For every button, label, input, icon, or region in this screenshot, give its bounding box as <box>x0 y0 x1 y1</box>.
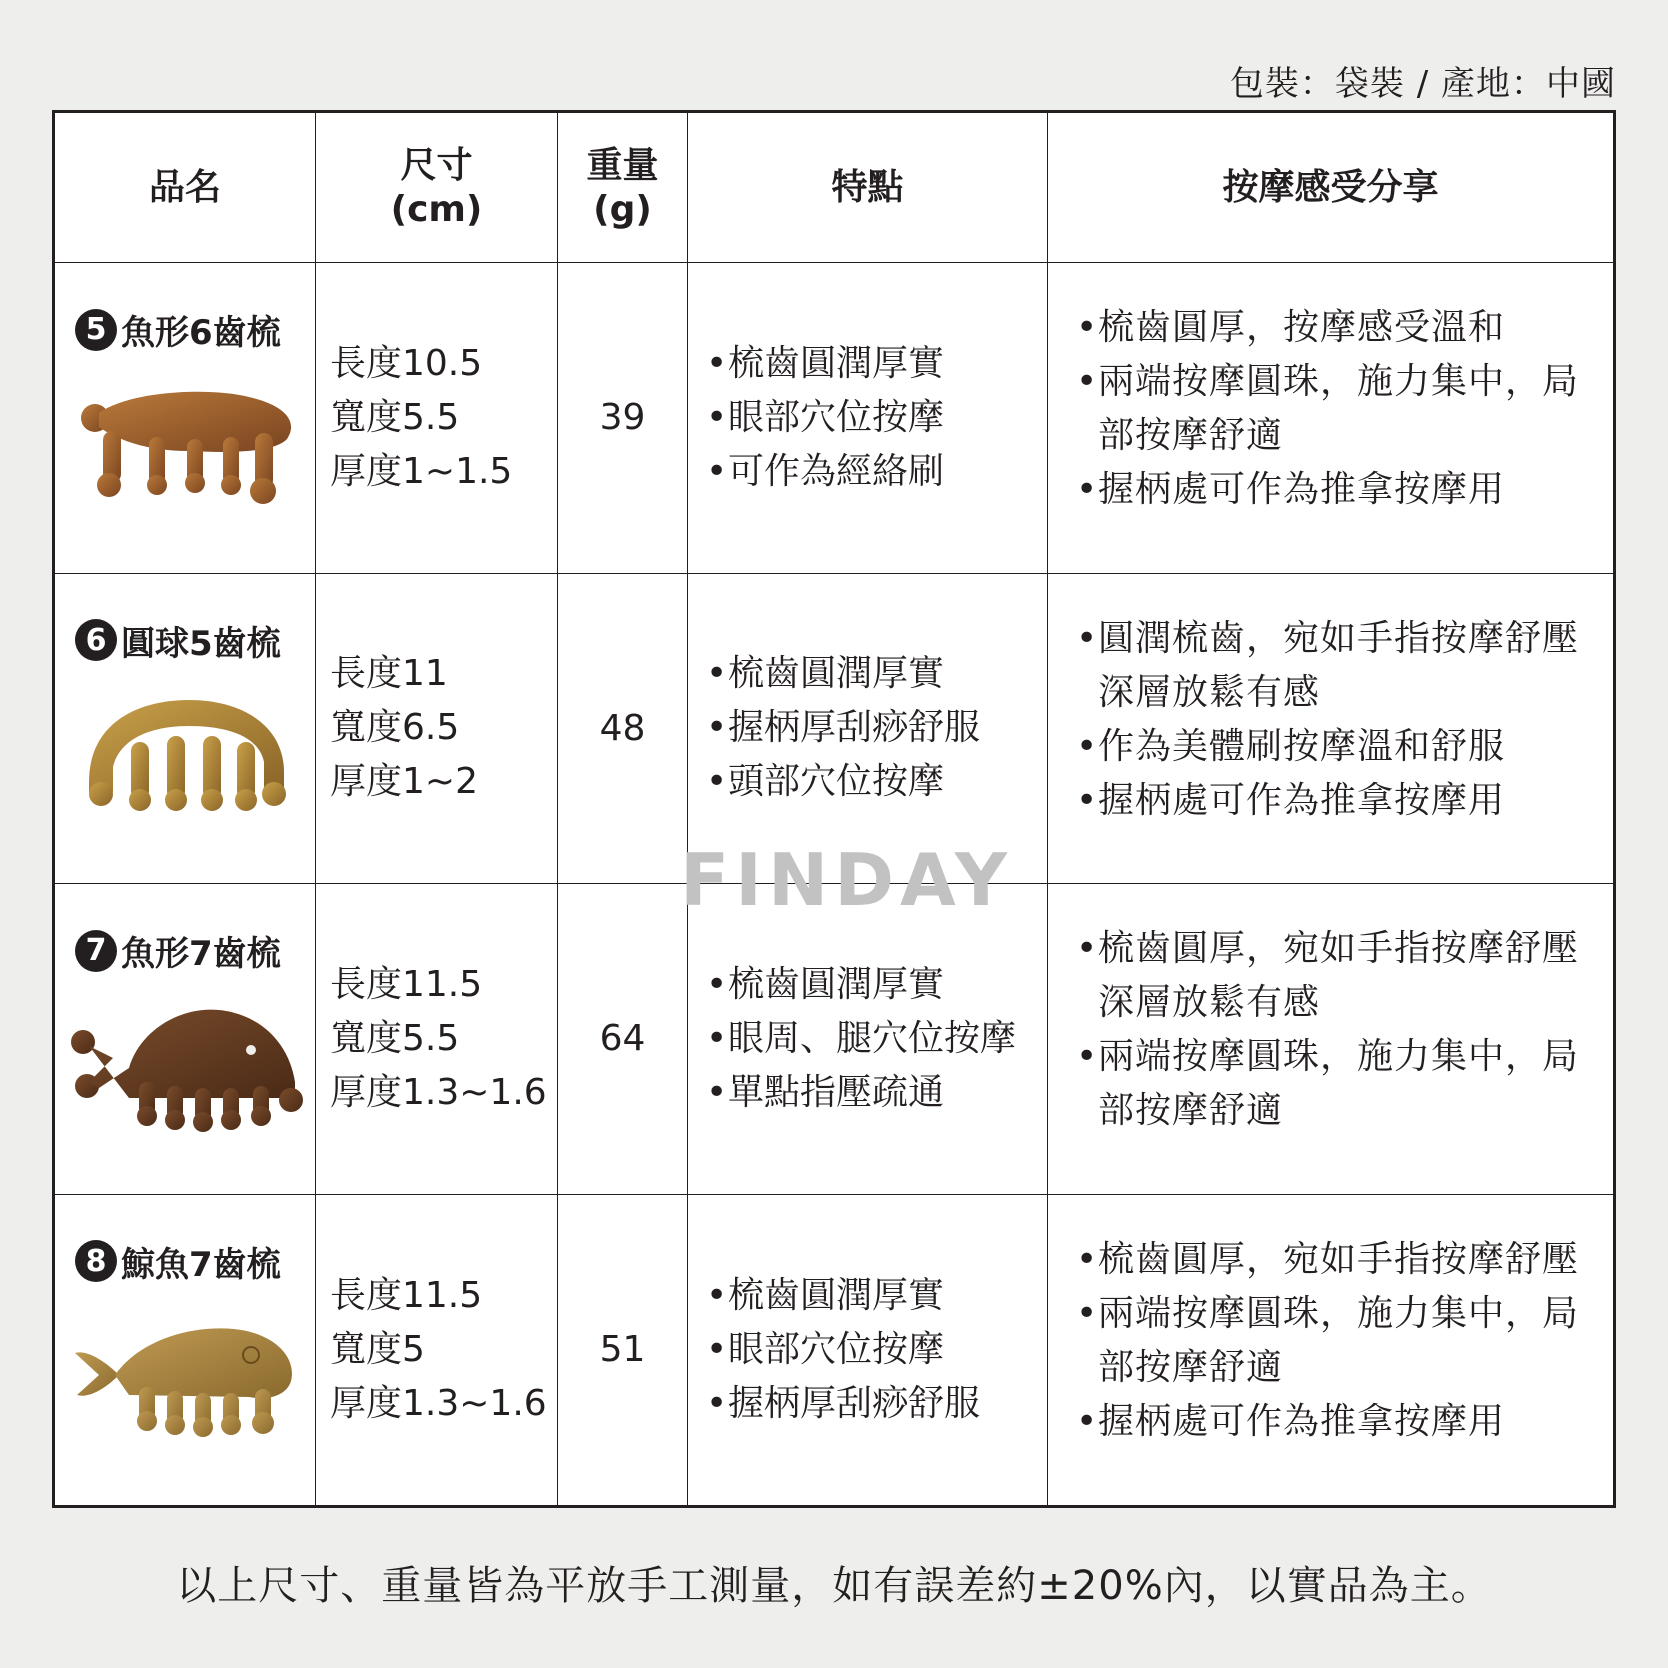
product-name <box>75 616 315 665</box>
experience-item: • 兩端按摩圓珠，施力集中，局部按摩舒適 <box>1076 361 1580 456</box>
size-cell <box>316 884 558 1195</box>
weight-cell <box>558 884 688 1195</box>
header-experience-label: 按摩感受分享 <box>1222 166 1439 208</box>
feature-item: • 眼部穴位按摩 <box>706 1328 945 1370</box>
feature-item: • 頭部穴位按摩 <box>706 761 945 803</box>
experience-cell <box>1048 1195 1613 1506</box>
experience-item: • 圓潤梳齒，宛如手指按摩舒壓深層放鬆有感 <box>1076 617 1580 713</box>
product-name-cell <box>55 263 316 574</box>
product-name-text: 魚形7齒梳 <box>121 934 281 974</box>
length-value: 長度10.5 <box>330 342 483 384</box>
width-value: 寬度5.5 <box>330 1017 460 1059</box>
feature-item: • 單點指壓疏通 <box>706 1071 945 1113</box>
weight-cell <box>558 263 688 574</box>
feature-item: • 梳齒圓潤厚實 <box>706 963 945 1005</box>
experience-cell <box>1048 884 1613 1195</box>
experience-item: • 握柄處可作為推拿按摩用 <box>1076 469 1506 510</box>
experience-item: • 梳齒圓厚，按摩感受溫和 <box>1076 307 1506 348</box>
weight-value: 64 <box>599 1018 646 1060</box>
number-badge: 5 <box>75 309 117 351</box>
header-weight-label: 重量 <box>586 144 659 186</box>
product-name-cell <box>55 574 316 885</box>
features-cell <box>688 1195 1048 1506</box>
product-name-text: 魚形6齒梳 <box>121 313 281 353</box>
experience-item: • 梳齒圓厚，宛如手指按摩舒壓 <box>1076 1238 1580 1280</box>
experience-item: • 兩端按摩圓珠，施力集中，局部按摩舒適 <box>1076 1036 1580 1131</box>
thickness-value: 厚度1.3~1.6 <box>330 1071 547 1113</box>
experience-item: • 梳齒圓厚，宛如手指按摩舒壓深層放鬆有感 <box>1076 928 1580 1023</box>
experience-cell <box>1048 574 1613 885</box>
thickness-value: 厚度1.3~1.6 <box>330 1382 547 1424</box>
experience-item: • 握柄處可作為推拿按摩用 <box>1076 779 1506 821</box>
thickness-value: 厚度1~1.5 <box>330 450 513 492</box>
product-name <box>75 926 315 975</box>
product-name <box>75 305 315 354</box>
width-value: 寬度6.5 <box>330 707 460 749</box>
experience-item: • 握柄處可作為推拿按摩用 <box>1076 1400 1506 1442</box>
product-name-text: 鯨魚7齒梳 <box>121 1244 281 1285</box>
weight-value: 51 <box>599 1329 646 1371</box>
feature-item: • 握柄厚刮痧舒服 <box>706 1382 981 1424</box>
header-name <box>55 113 316 263</box>
features-cell <box>688 884 1048 1195</box>
feature-item: • 梳齒圓潤厚實 <box>706 1274 945 1316</box>
width-value: 寬度5 <box>330 1328 425 1370</box>
header-name-label: 品名 <box>148 166 221 208</box>
number-badge: 7 <box>75 930 117 972</box>
feature-item: • 眼部穴位按摩 <box>706 396 945 438</box>
feature-item: • 梳齒圓潤厚實 <box>706 342 945 384</box>
measurement-footnote: 以上尺寸、重量皆為平放手工測量，如有誤差約±20%內，以實品為主。 <box>176 1563 1492 1609</box>
features-cell <box>688 574 1048 885</box>
header-features-label: 特點 <box>831 166 904 208</box>
weight-cell <box>558 574 688 885</box>
feature-item: • 可作為經絡刷 <box>706 450 945 492</box>
header-size-unit: (cm) <box>390 188 483 230</box>
weight-value: 39 <box>599 397 646 439</box>
header-features <box>688 113 1048 263</box>
width-value: 寬度5.5 <box>330 396 460 438</box>
size-cell <box>316 263 558 574</box>
number-badge: 6 <box>75 619 117 661</box>
weight-cell <box>558 1195 688 1506</box>
product-name-cell <box>55 1195 316 1506</box>
product-name <box>75 1237 315 1286</box>
header-weight-unit: (g) <box>593 188 652 230</box>
feature-item: • 握柄厚刮痧舒服 <box>706 707 981 749</box>
product-name-cell <box>55 884 316 1195</box>
size-cell <box>316 574 558 885</box>
product-spec-table <box>52 110 1616 1508</box>
thickness-value: 厚度1~2 <box>330 761 478 803</box>
feature-item: • 眼周、腿穴位按摩 <box>706 1017 1017 1059</box>
fish-comb-7-image <box>69 1002 305 1132</box>
header-size <box>316 113 558 263</box>
header-size-label: 尺寸 <box>400 144 473 186</box>
weight-value: 48 <box>599 707 646 749</box>
feature-item: • 梳齒圓潤厚實 <box>706 653 945 695</box>
length-value: 長度11.5 <box>330 1274 483 1316</box>
brand-watermark: FINDAY <box>680 838 1013 922</box>
size-cell <box>316 1195 558 1506</box>
experience-item: • 兩端按摩圓珠，施力集中，局部按摩舒適 <box>1076 1292 1580 1388</box>
features-cell <box>688 263 1048 574</box>
length-value: 長度11.5 <box>330 963 483 1005</box>
fish-comb-6-image <box>69 381 305 511</box>
header-experience <box>1048 113 1613 263</box>
experience-cell <box>1048 263 1613 574</box>
experience-item: • 作為美體刷按摩溫和舒服 <box>1076 725 1506 767</box>
whale-comb-7-image <box>69 1313 305 1443</box>
product-name-text: 圓球5齒梳 <box>121 623 281 664</box>
header-weight <box>558 113 688 263</box>
number-badge: 8 <box>75 1240 117 1282</box>
packaging-origin-note: 包裝：袋裝 / 產地：中國 <box>1229 64 1616 104</box>
ball-comb-5-image <box>69 692 305 822</box>
length-value: 長度11 <box>330 653 448 695</box>
